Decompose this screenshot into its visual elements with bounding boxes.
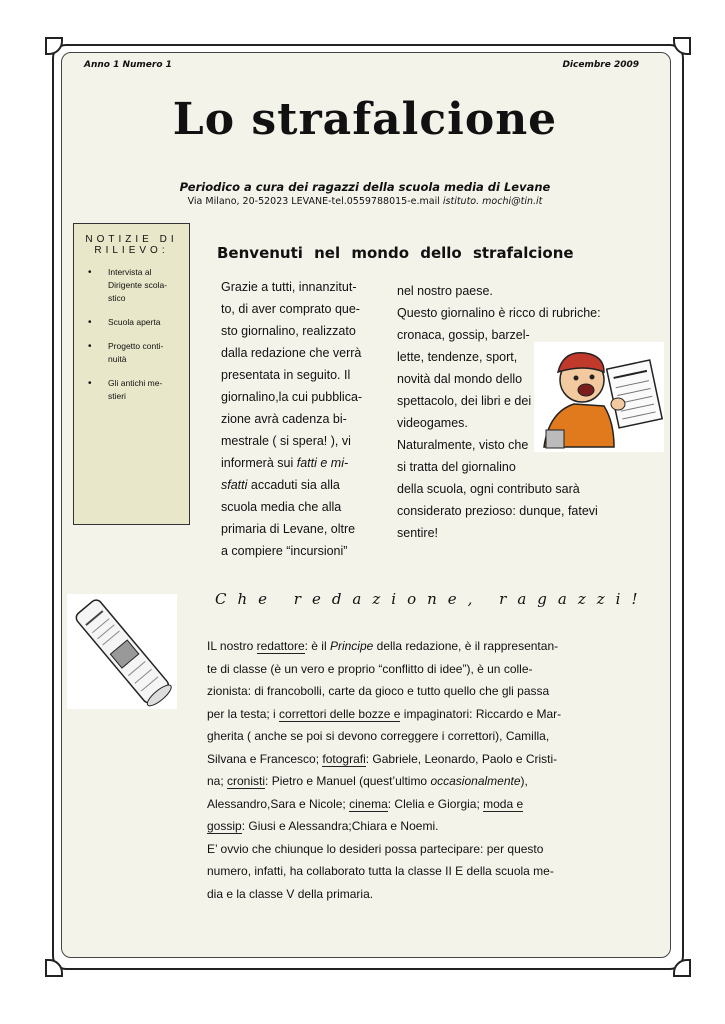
text-line: Naturalmente, visto che [397, 438, 529, 452]
masthead-title: Lo strafalcione [172, 94, 558, 145]
giornale-arrotolato-icon [67, 594, 177, 709]
sidebar-list [74, 266, 189, 403]
ragazzo-con-giornale-icon [534, 342, 664, 452]
article-title: Benvenuti nel mondo dello strafalcione [217, 244, 574, 262]
text-line: dalla redazione che verrà [221, 346, 362, 360]
text-line: dia e la classe V della primaria. [207, 886, 374, 901]
text-line: informerà sui fatti e mi- [221, 456, 349, 470]
text-line: per la testa; i correttori delle bozze e impaginatori: Riccardo e Mar- [207, 706, 562, 721]
text-line: sentire! [397, 526, 438, 540]
text-line: si tratta del giornalino [397, 460, 516, 474]
sidebar-title: NOTIZIE DI RILIEVO: [85, 234, 178, 256]
text-line: Silvana e Francesco; fotografi: Gabriele, Leonardo, Paolo e Cristi- [207, 751, 558, 766]
text-line: giornalino,la cui pubblica- [221, 390, 363, 404]
text-line: na; cronisti: Pietro e Manuel (quest’ultimo occasionalmente), [207, 774, 528, 788]
email-text: istituto. mochi@tin.it [442, 196, 543, 207]
text-line: presentata in seguito. Il [221, 368, 351, 382]
text-line: lette, tendenze, sport, [397, 350, 518, 364]
text-line: numero, infatti, ha collaborato tutta la classe II E della scuola me- [207, 864, 554, 878]
issue-date: Dicembre 2009 [562, 60, 639, 70]
text-line: spettacolo, dei libri e dei [397, 394, 532, 408]
text-line: della scuola, ogni contributo sarà [397, 482, 580, 496]
sidebar-list-item: • Gli antichi me-stieri [108, 377, 178, 403]
text-line: te di classe (è un vero e proprio “conflitto di idee”), è un colle- [207, 661, 533, 676]
contact-line [61, 196, 669, 207]
text-line: primaria di Levane, oltre [221, 522, 356, 536]
sidebar-list-item: • Scuola aperta [108, 316, 178, 329]
text-line: novità dal mondo dello [397, 372, 523, 386]
text-line: sto giornalino, realizzato [221, 324, 356, 338]
section-title: Che redazione, ragazzi! [215, 590, 649, 608]
text-line: considerato prezioso: dunque, fatevi [397, 504, 598, 518]
text-line: IL nostro redattore: è il Principe della redazione, è il rappresentan- [207, 639, 559, 653]
text-line: Grazie a tutti, innanzitut- [221, 280, 357, 294]
sidebar-list-item: • Intervista al Dirigente scola-stico [108, 266, 178, 305]
text-line: Questo giornalino è ricco di rubriche: [397, 306, 601, 320]
text-line: gossip: Giusi e Alessandra;Chiara e Noemi. [207, 819, 439, 833]
article-column-1 [221, 276, 362, 562]
sidebar-box [73, 223, 190, 525]
text-line: E’ ovvio che chiunque lo desideri possa partecipare: per questo [207, 841, 544, 856]
text-line: mestrale ( si spera! ), vi [221, 434, 351, 448]
issue-number: Anno 1 Numero 1 [84, 60, 172, 70]
text-line: sfatti accaduti sia alla [221, 478, 340, 492]
text-line: gherita ( anche se poi si devono correggere i correttori), Camilla, [207, 729, 550, 743]
text-line: to, di aver comprato que- [221, 302, 360, 316]
text-line: scuola media che alla [221, 500, 342, 514]
text-line: zionista: di francobolli, carte da gioco e tutto quello che gli passa [207, 684, 550, 698]
text-line: a compiere “incursioni” [221, 544, 348, 558]
sidebar-list-item: • Progetto conti-nuità [108, 340, 178, 366]
text-line: zione avrà cadenza bi- [221, 412, 347, 426]
text-line: cronaca, gossip, barzel- [397, 328, 530, 342]
text-line: videogames. [397, 416, 468, 430]
text-line: nel nostro paese. [397, 284, 493, 298]
text-line: Alessandro,Sara e Nicole; cinema: Clelia e Giorgia; moda e [207, 796, 524, 811]
address-text: Via Milano, 20-52023 LEVANE-tel.0559788015-e.mail [187, 196, 443, 207]
article-body [207, 635, 587, 905]
masthead-subtitle: Periodico a cura dei ragazzi della scuola media di Levane [179, 180, 551, 194]
